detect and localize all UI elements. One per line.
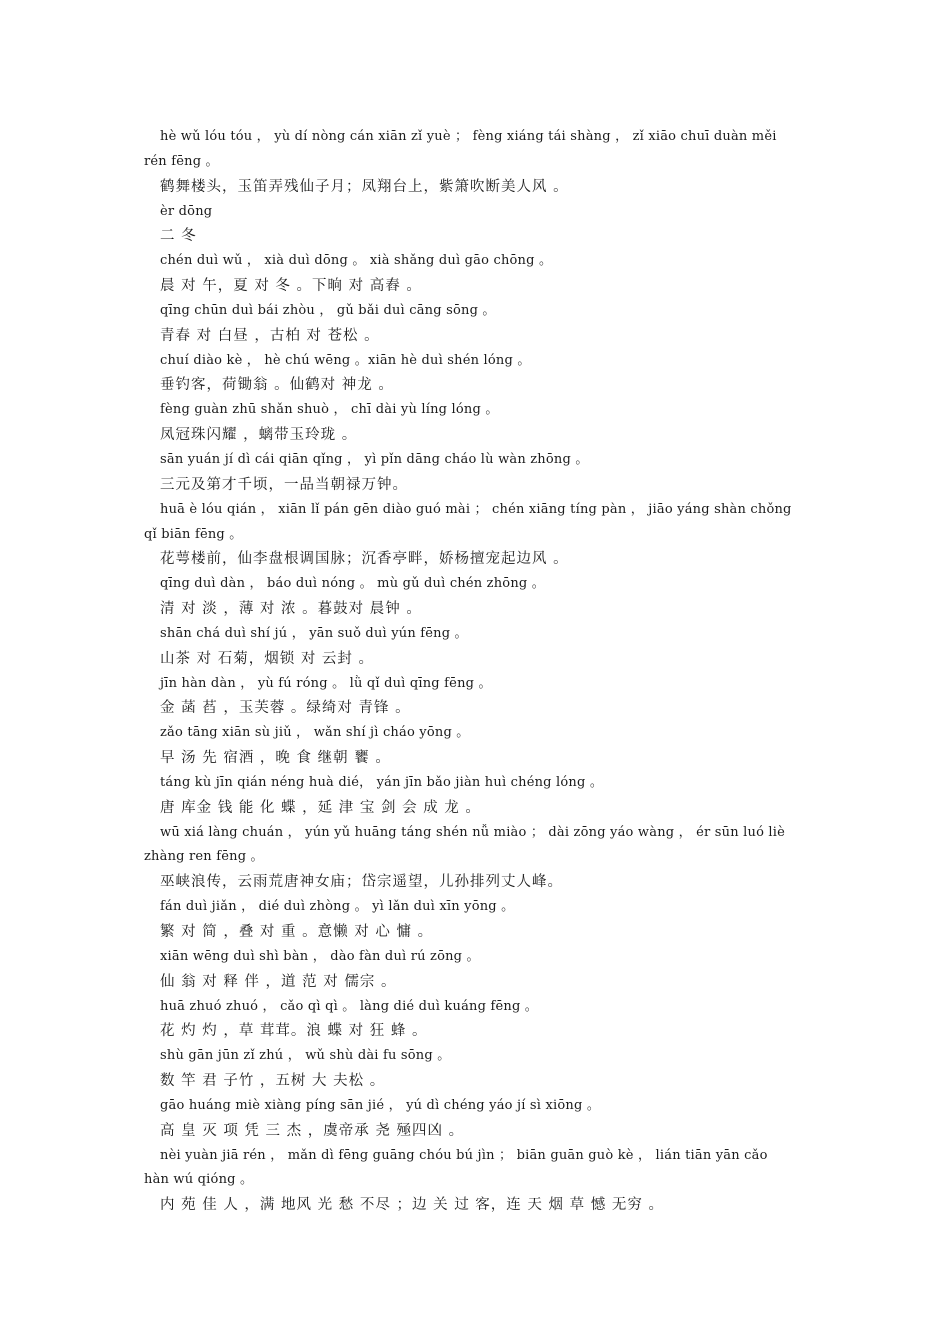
hanzi-line: 凤冠珠闪耀 ，螭带玉玲珑 。 xyxy=(160,427,358,444)
pinyin-line: shù gān jūn zǐ zhú ， wǔ shù dài fu sōng 。 xyxy=(160,1048,451,1064)
hanzi-line: 早 汤 先 宿酒 ，晚 食 继朝 饔 。 xyxy=(160,750,391,767)
hanzi-line: 唐 库金 钱 能 化 蝶 ，延 津 宝 剑 会 成 龙 。 xyxy=(160,799,481,816)
pinyin-line: chuí diào kè ， hè chú wēng 。xiān hè duì shén lóng 。 xyxy=(160,352,531,368)
hanzi-line: 山茶 对 石菊，烟锁 对 云封 。 xyxy=(160,650,375,667)
pinyin-line: zǎo tāng xiān sù jiǔ ， wǎn shí jì cháo yōng 。 xyxy=(160,725,470,741)
hanzi-line: 晨 对 午，夏 对 冬 。下晌 对 高舂 。 xyxy=(160,278,422,295)
pinyin-line: huā zhuó zhuó ， cǎo qì qì 。 làng dié duì kuáng fēng 。 xyxy=(160,998,538,1014)
document-body xyxy=(144,125,794,1218)
hanzi-line: 花 灼 灼 ，草 茸茸。浪 蝶 对 狂 蜂 。 xyxy=(160,1023,428,1040)
hanzi-line: 仙 翁 对 释 伴 ，道 范 对 儒宗 。 xyxy=(160,973,397,990)
section-heading: 二 冬 xyxy=(160,228,197,245)
pinyin-line: jīn hàn dàn ， yù fú róng 。 lǜ qǐ duì qīng fēng 。 xyxy=(160,675,492,691)
pinyin-line: chén duì wǔ ， xià duì dōng 。 xià shǎng duì gāo chōng 。 xyxy=(160,253,553,269)
pinyin-line: fèng guàn zhū shǎn shuò ， chī dài yù líng lóng 。 xyxy=(160,402,499,418)
pinyin-line: qīng duì dàn ， báo duì nóng 。 mù gǔ duì chén zhōng 。 xyxy=(160,576,545,592)
hanzi-line: 垂钓客，荷锄翁 。仙鹤对 神龙 。 xyxy=(160,377,394,394)
pinyin-line: gāo huáng miè xiàng píng sān jié ， yú dì chéng yáo jí sì xiōng 。 xyxy=(160,1097,601,1113)
hanzi-line: 鹤舞楼头，玉笛弄残仙子月；凤翔台上，紫箫吹断美人风 。 xyxy=(160,178,569,195)
pinyin-line: qīng chūn duì bái zhòu ， gǔ bǎi duì cāng sōng 。 xyxy=(160,302,496,318)
hanzi-line: 繁 对 简 ，叠 对 重 。意懒 对 心 慵 。 xyxy=(160,924,434,940)
pinyin-line: huā è lóu qián ， xiān lǐ pán gēn diào guó mài ； chén xiāng tíng pàn ， jiāo yáng shàn chǒng qǐ biān fēng 。 xyxy=(144,501,792,542)
pinyin-line: hè wǔ lóu tóu ， yù dí nòng cán xiān zǐ yuè ； fèng xiáng tái shàng ， zǐ xiāo chuī duàn měi rén fēng 。 xyxy=(144,129,777,169)
pinyin-line: nèi yuàn jiā rén ， mǎn dì fēng guāng chóu bú jìn ； biān guān guò kè ， lián tiān yān cǎo hàn wú qióng 。 xyxy=(144,1147,768,1188)
hanzi-line: 花萼楼前，仙李盘根调国脉；沉香亭畔，娇杨擅宠起边风 。 xyxy=(160,551,569,568)
pinyin-line: shān chá duì shí jú ， yān suǒ duì yún fēng 。 xyxy=(160,625,468,641)
pinyin-line: táng kù jīn qián néng huà dié， yán jīn bǎo jiàn huì chéng lóng 。 xyxy=(160,774,604,790)
hanzi-line: 数 竿 君 子竹 ，五树 大 夫松 。 xyxy=(160,1073,386,1090)
hanzi-line: 金 菡 萏 ，玉芙蓉 。绿绮对 青锋 。 xyxy=(160,700,411,717)
hanzi-line: 内 苑 佳 人 ，满 地风 光 愁 不尽 ；边 关 过 客，连 天 烟 草 憾 无穷 。 xyxy=(160,1197,664,1214)
hanzi-line: 三元及第才千顷，一品当朝禄万钟。 xyxy=(160,476,408,493)
pinyin-line: sān yuán jí dì cái qiān qǐng ， yì pǐn dāng cháo lù wàn zhōng 。 xyxy=(160,451,589,467)
hanzi-line: 青春 对 白昼 ，古柏 对 苍松 。 xyxy=(160,327,380,344)
pinyin-line: xiān wēng duì shì bàn ， dào fàn duì rú zōng 。 xyxy=(160,948,480,964)
hanzi-line: 高 皇 灭 项 凭 三 杰 ，虞帝承 尧 殛四凶 。 xyxy=(160,1122,465,1139)
pinyin-line: wū xiá làng chuán ， yún yǔ huāng táng shén nǚ miào ； dài zōng yáo wàng ， ér sūn luó liè zhàng ren fēng 。 xyxy=(144,824,786,865)
pinyin-line: fán duì jiǎn ， dié duì zhòng 。 yì lǎn duì xīn yōng 。 xyxy=(160,899,515,915)
section-heading-pinyin: èr dōng xyxy=(160,203,213,219)
hanzi-line: 清 对 淡 ，薄 对 浓 。暮鼓对 晨钟 。 xyxy=(160,601,422,618)
hanzi-line: 巫峡浪传，云雨荒唐神女庙；岱宗遥望，儿孙排列丈人峰。 xyxy=(160,874,563,891)
